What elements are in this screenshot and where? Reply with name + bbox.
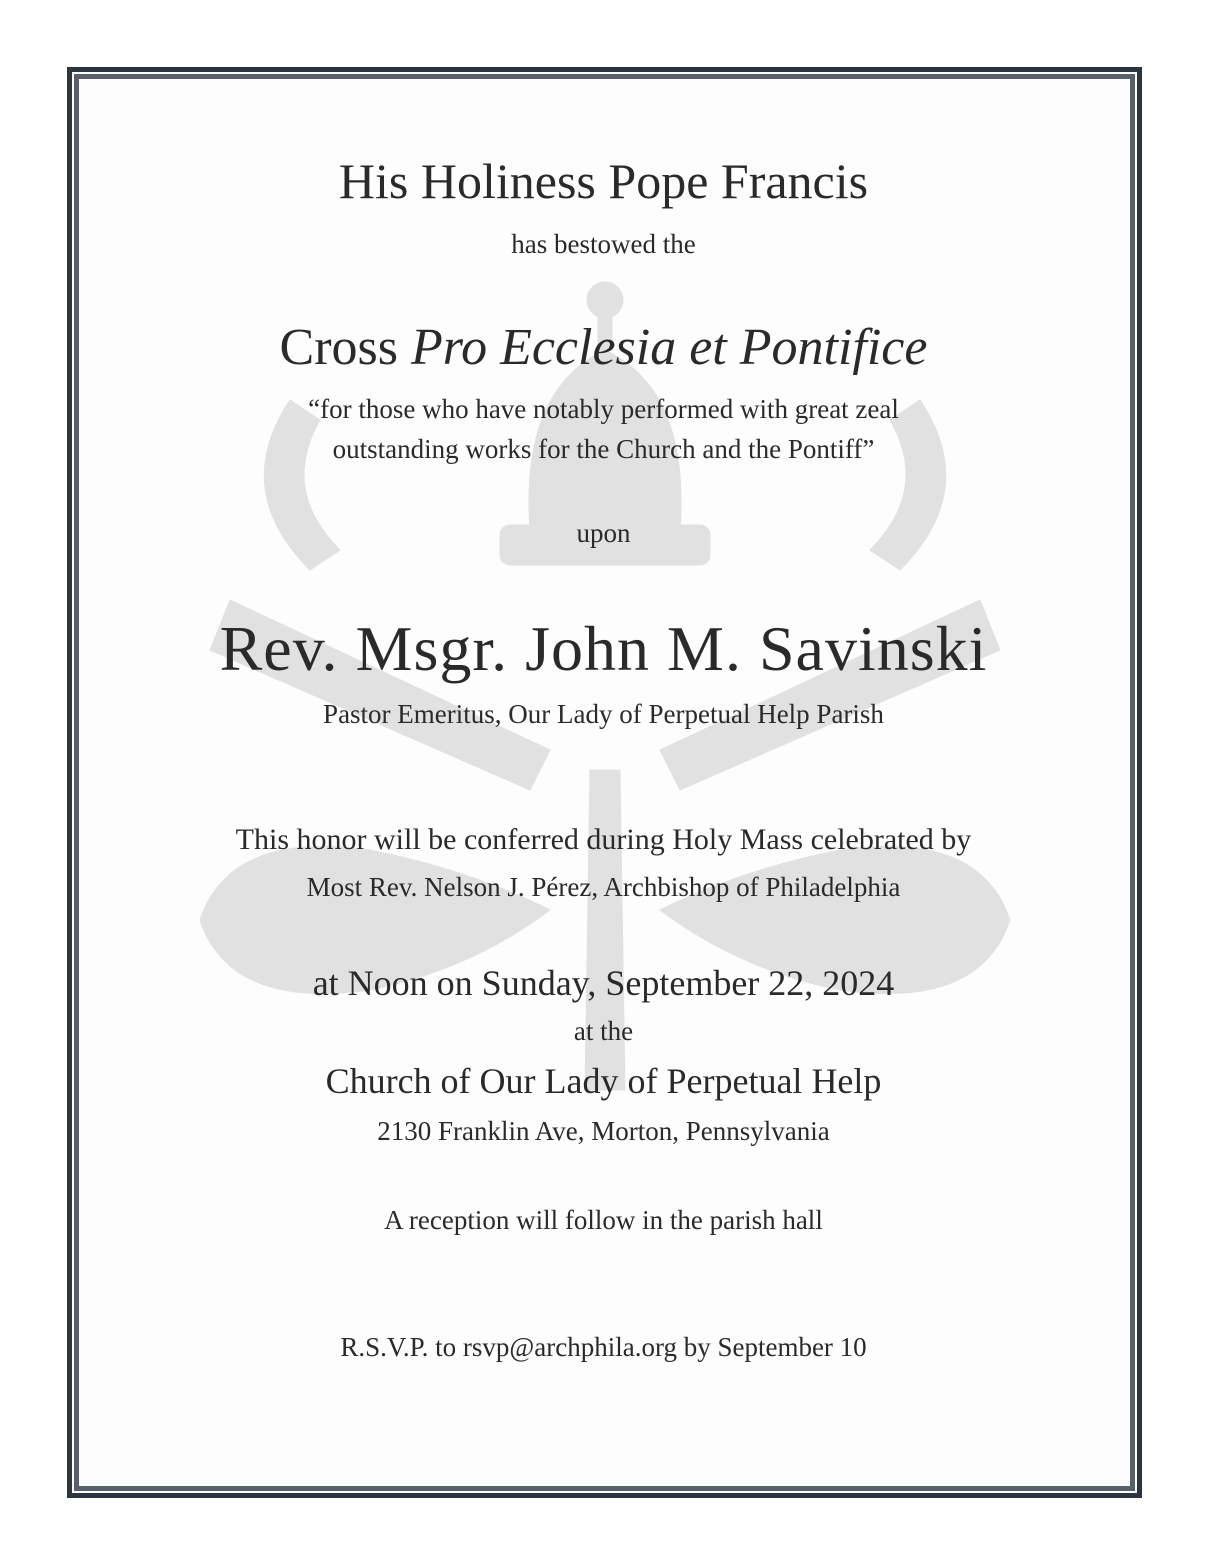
honoree-name: Rev. Msgr. John M. Savinski (219, 613, 988, 684)
award-latin: Pro Ecclesia et Pontifice (411, 319, 928, 376)
award-prefix: Cross (279, 319, 399, 376)
venue-name: Church of Our Lady of Perpetual Help (325, 1061, 882, 1101)
award-title (0, 318, 1207, 377)
quote-line-1: “for those who have notably performed with great zeal (308, 394, 899, 424)
heading: His Holiness Pope Francis (338, 153, 869, 209)
honoree-title: Pastor Emeritus, Our Lady of Perpetual Help Parish (323, 699, 884, 729)
reception-text: A reception will follow in the parish hall (384, 1205, 823, 1235)
conferral-line-1: This honor will be conferred during Holy Mass celebrated by (235, 823, 972, 856)
rsvp-text: R.S.V.P. to rsvp@archphila.org by September 10 (340, 1332, 867, 1362)
quote-line-2: outstanding works for the Church and the Pontiff” (332, 434, 875, 464)
event-datetime: at Noon on Sunday, September 22, 2024 (312, 963, 895, 1003)
upon-text: upon (576, 518, 631, 548)
bestowed-text: has bestowed the (511, 229, 696, 259)
conferral-line-2: Most Rev. Nelson J. Pérez, Archbishop of Philadelphia (306, 872, 901, 902)
at-the-text: at the (573, 1016, 634, 1046)
venue-address: 2130 Franklin Ave, Morton, Pennsylvania (377, 1116, 830, 1146)
